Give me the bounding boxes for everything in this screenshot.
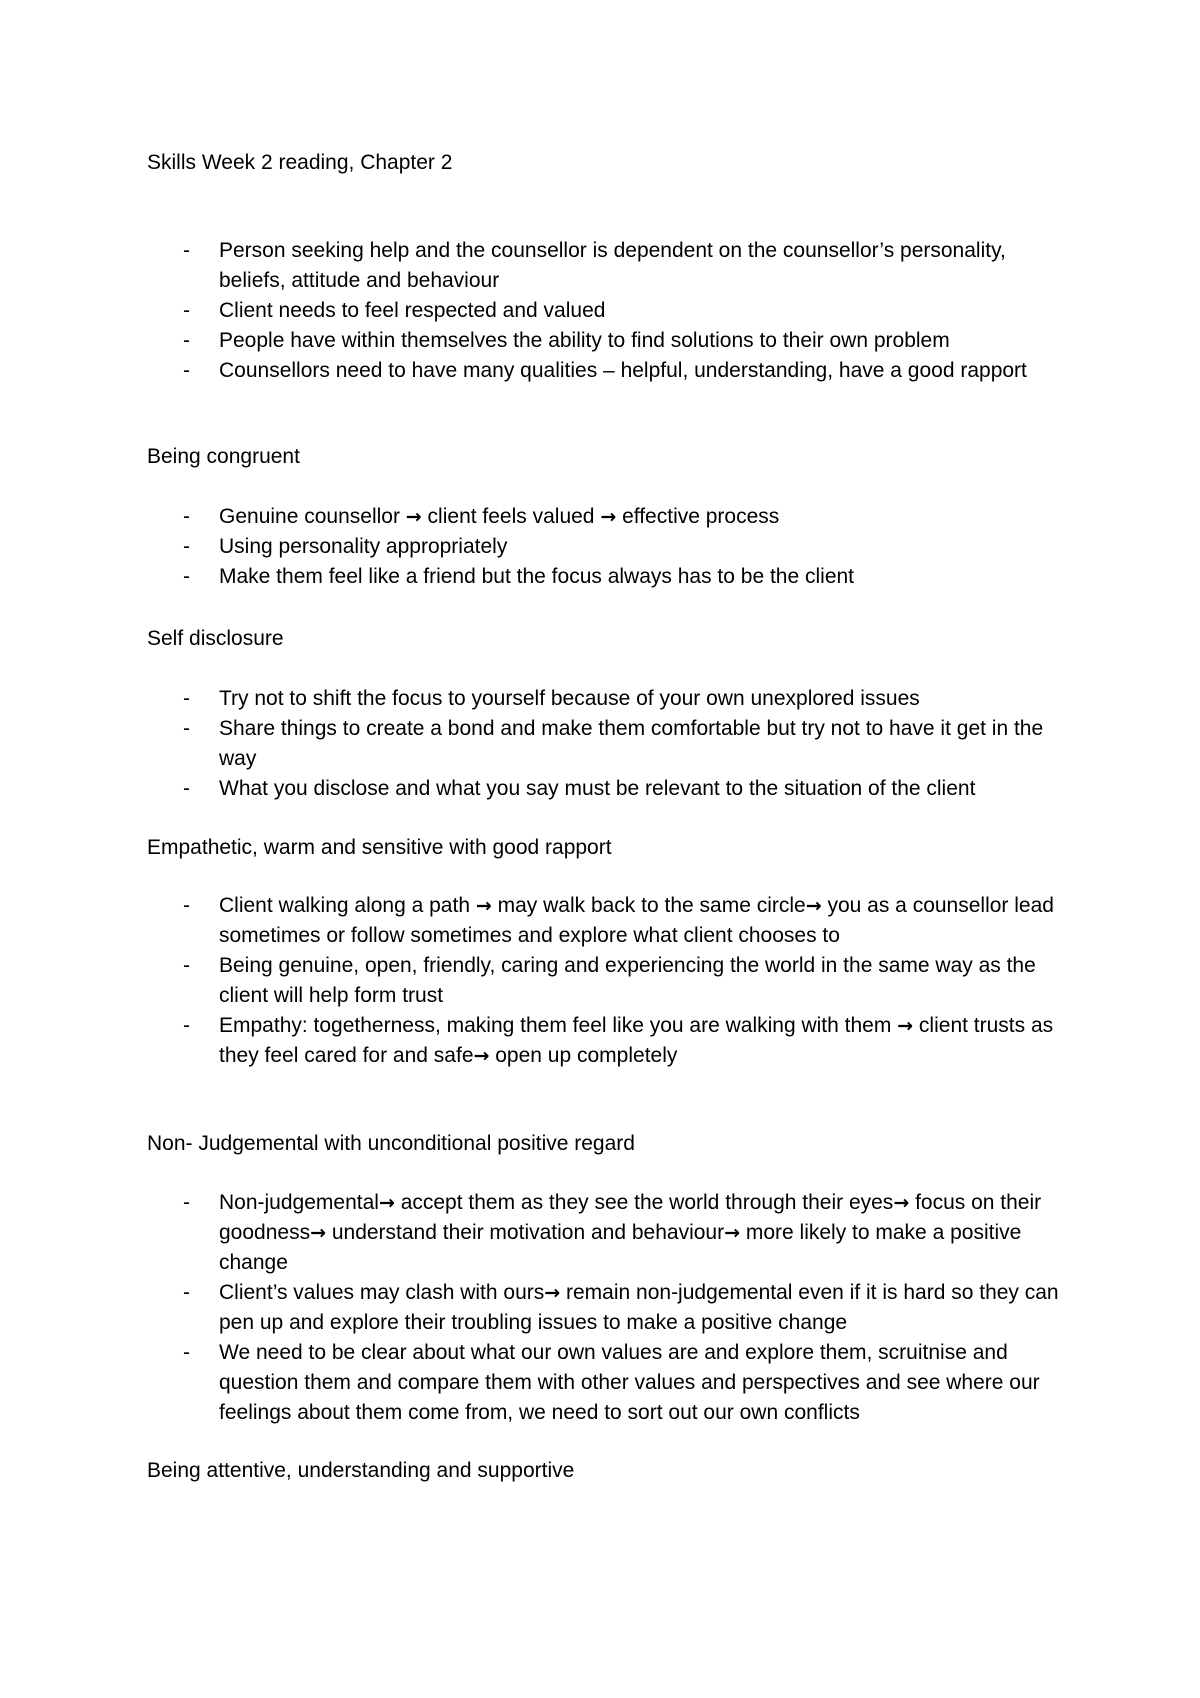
- list-item: [147, 296, 1077, 326]
- list-item-text: Empathy: togetherness, making them feel like you are walking with them → client trusts as they feel cared for and safe→ open up completely: [219, 1014, 1054, 1067]
- bullet-marker: -: [183, 505, 190, 528]
- arrow-right-icon: →: [897, 1015, 914, 1037]
- arrow-right-icon: →: [805, 895, 822, 917]
- bullet-marker: -: [183, 777, 190, 800]
- list-item: [147, 562, 1077, 592]
- list-item: [147, 951, 1077, 1011]
- list-item: [147, 1278, 1077, 1338]
- list-item-text: Client needs to feel respected and valued: [219, 299, 606, 322]
- list-item: [147, 236, 1077, 296]
- bullet-marker: -: [183, 565, 190, 588]
- bullet-list-being-congruent: [147, 502, 1077, 592]
- list-item-text: Using personality appropriately: [219, 535, 508, 558]
- bullet-list-non-judgemental: [147, 1188, 1077, 1428]
- list-item: [147, 356, 1077, 386]
- bullet-marker: -: [183, 717, 190, 740]
- arrow-right-icon: →: [378, 1192, 395, 1214]
- arrow-right-icon: →: [544, 1282, 561, 1304]
- section-heading-non-judgemental: Non- Judgemental with unconditional positive regard: [147, 1132, 635, 1155]
- list-item: [147, 774, 1077, 804]
- list-item-text: Person seeking help and the counsellor is dependent on the counsellor’s personality, beliefs, attitude and behaviour: [219, 239, 1006, 292]
- arrow-right-icon: →: [893, 1192, 910, 1214]
- list-item-text: Client’s values may clash with ours→ remain non-judgemental even if it is hard so they can pen up and explore their troubling issues to make a positive change: [219, 1281, 1059, 1334]
- arrow-right-icon: →: [600, 506, 617, 528]
- list-item: [147, 502, 1077, 532]
- list-item-text: Share things to create a bond and make them comfortable but try not to have it get in the way: [219, 717, 1044, 770]
- list-item: [147, 1011, 1077, 1071]
- bullet-marker: -: [183, 535, 190, 558]
- document-title: Skills Week 2 reading, Chapter 2: [147, 151, 453, 174]
- bullet-marker: -: [183, 687, 190, 710]
- list-item-text: Try not to shift the focus to yourself because of your own unexplored issues: [219, 687, 920, 710]
- list-item-text: Make them feel like a friend but the focus always has to be the client: [219, 565, 855, 588]
- bullet-list-intro: [147, 236, 1077, 386]
- bullet-marker: -: [183, 1341, 190, 1364]
- arrow-right-icon: →: [475, 895, 492, 917]
- bullet-list-empathetic: [147, 891, 1077, 1071]
- bullet-marker: -: [183, 359, 190, 382]
- section-heading-being-congruent: Being congruent: [147, 445, 300, 468]
- list-item: [147, 326, 1077, 356]
- section-heading-being-attentive: Being attentive, understanding and supportive: [147, 1459, 575, 1482]
- list-item: [147, 532, 1077, 562]
- bullet-marker: -: [183, 1281, 190, 1304]
- list-item-text: People have within themselves the ability to find solutions to their own problem: [219, 329, 950, 352]
- list-item-text: We need to be clear about what our own values are and explore them, scruitnise and question them and compare them with other values and perspectives and see where our feelings about them come from, we need to sort out our own conflicts: [219, 1341, 1040, 1424]
- list-item-text: Counsellors need to have many qualities – helpful, understanding, have a good rapport: [219, 359, 1027, 382]
- list-item: [147, 891, 1077, 951]
- list-item-text: Non-judgemental→ accept them as they see the world through their eyes→ focus on their goodness→ understand their motivation and behaviour→ more likely to make a positive change: [219, 1191, 1042, 1274]
- list-item: [147, 1188, 1077, 1278]
- section-heading-self-disclosure: Self disclosure: [147, 627, 284, 650]
- bullet-list-self-disclosure: [147, 684, 1077, 804]
- bullet-marker: -: [183, 1191, 190, 1214]
- bullet-marker: -: [183, 954, 190, 977]
- section-heading-empathetic: Empathetic, warm and sensitive with good rapport: [147, 836, 612, 859]
- arrow-right-icon: →: [310, 1222, 326, 1244]
- arrow-right-icon: →: [473, 1045, 490, 1067]
- list-item-text: What you disclose and what you say must be relevant to the situation of the client: [219, 777, 976, 800]
- arrow-right-icon: →: [405, 506, 422, 528]
- bullet-marker: -: [183, 329, 190, 352]
- bullet-marker: -: [183, 1014, 190, 1037]
- list-item-text: Genuine counsellor → client feels valued → effective process: [219, 505, 780, 528]
- bullet-marker: -: [183, 239, 190, 262]
- list-item-text: Client walking along a path → may walk back to the same circle→ you as a counsellor lead sometimes or follow sometimes and explore what client chooses to: [219, 894, 1054, 947]
- list-item: [147, 684, 1077, 714]
- bullet-marker: -: [183, 299, 190, 322]
- bullet-marker: -: [183, 894, 190, 917]
- list-item: [147, 1338, 1077, 1428]
- list-item-text: Being genuine, open, friendly, caring and experiencing the world in the same way as the client will help form trust: [219, 954, 1036, 1007]
- list-item: [147, 714, 1077, 774]
- arrow-right-icon: →: [724, 1222, 741, 1244]
